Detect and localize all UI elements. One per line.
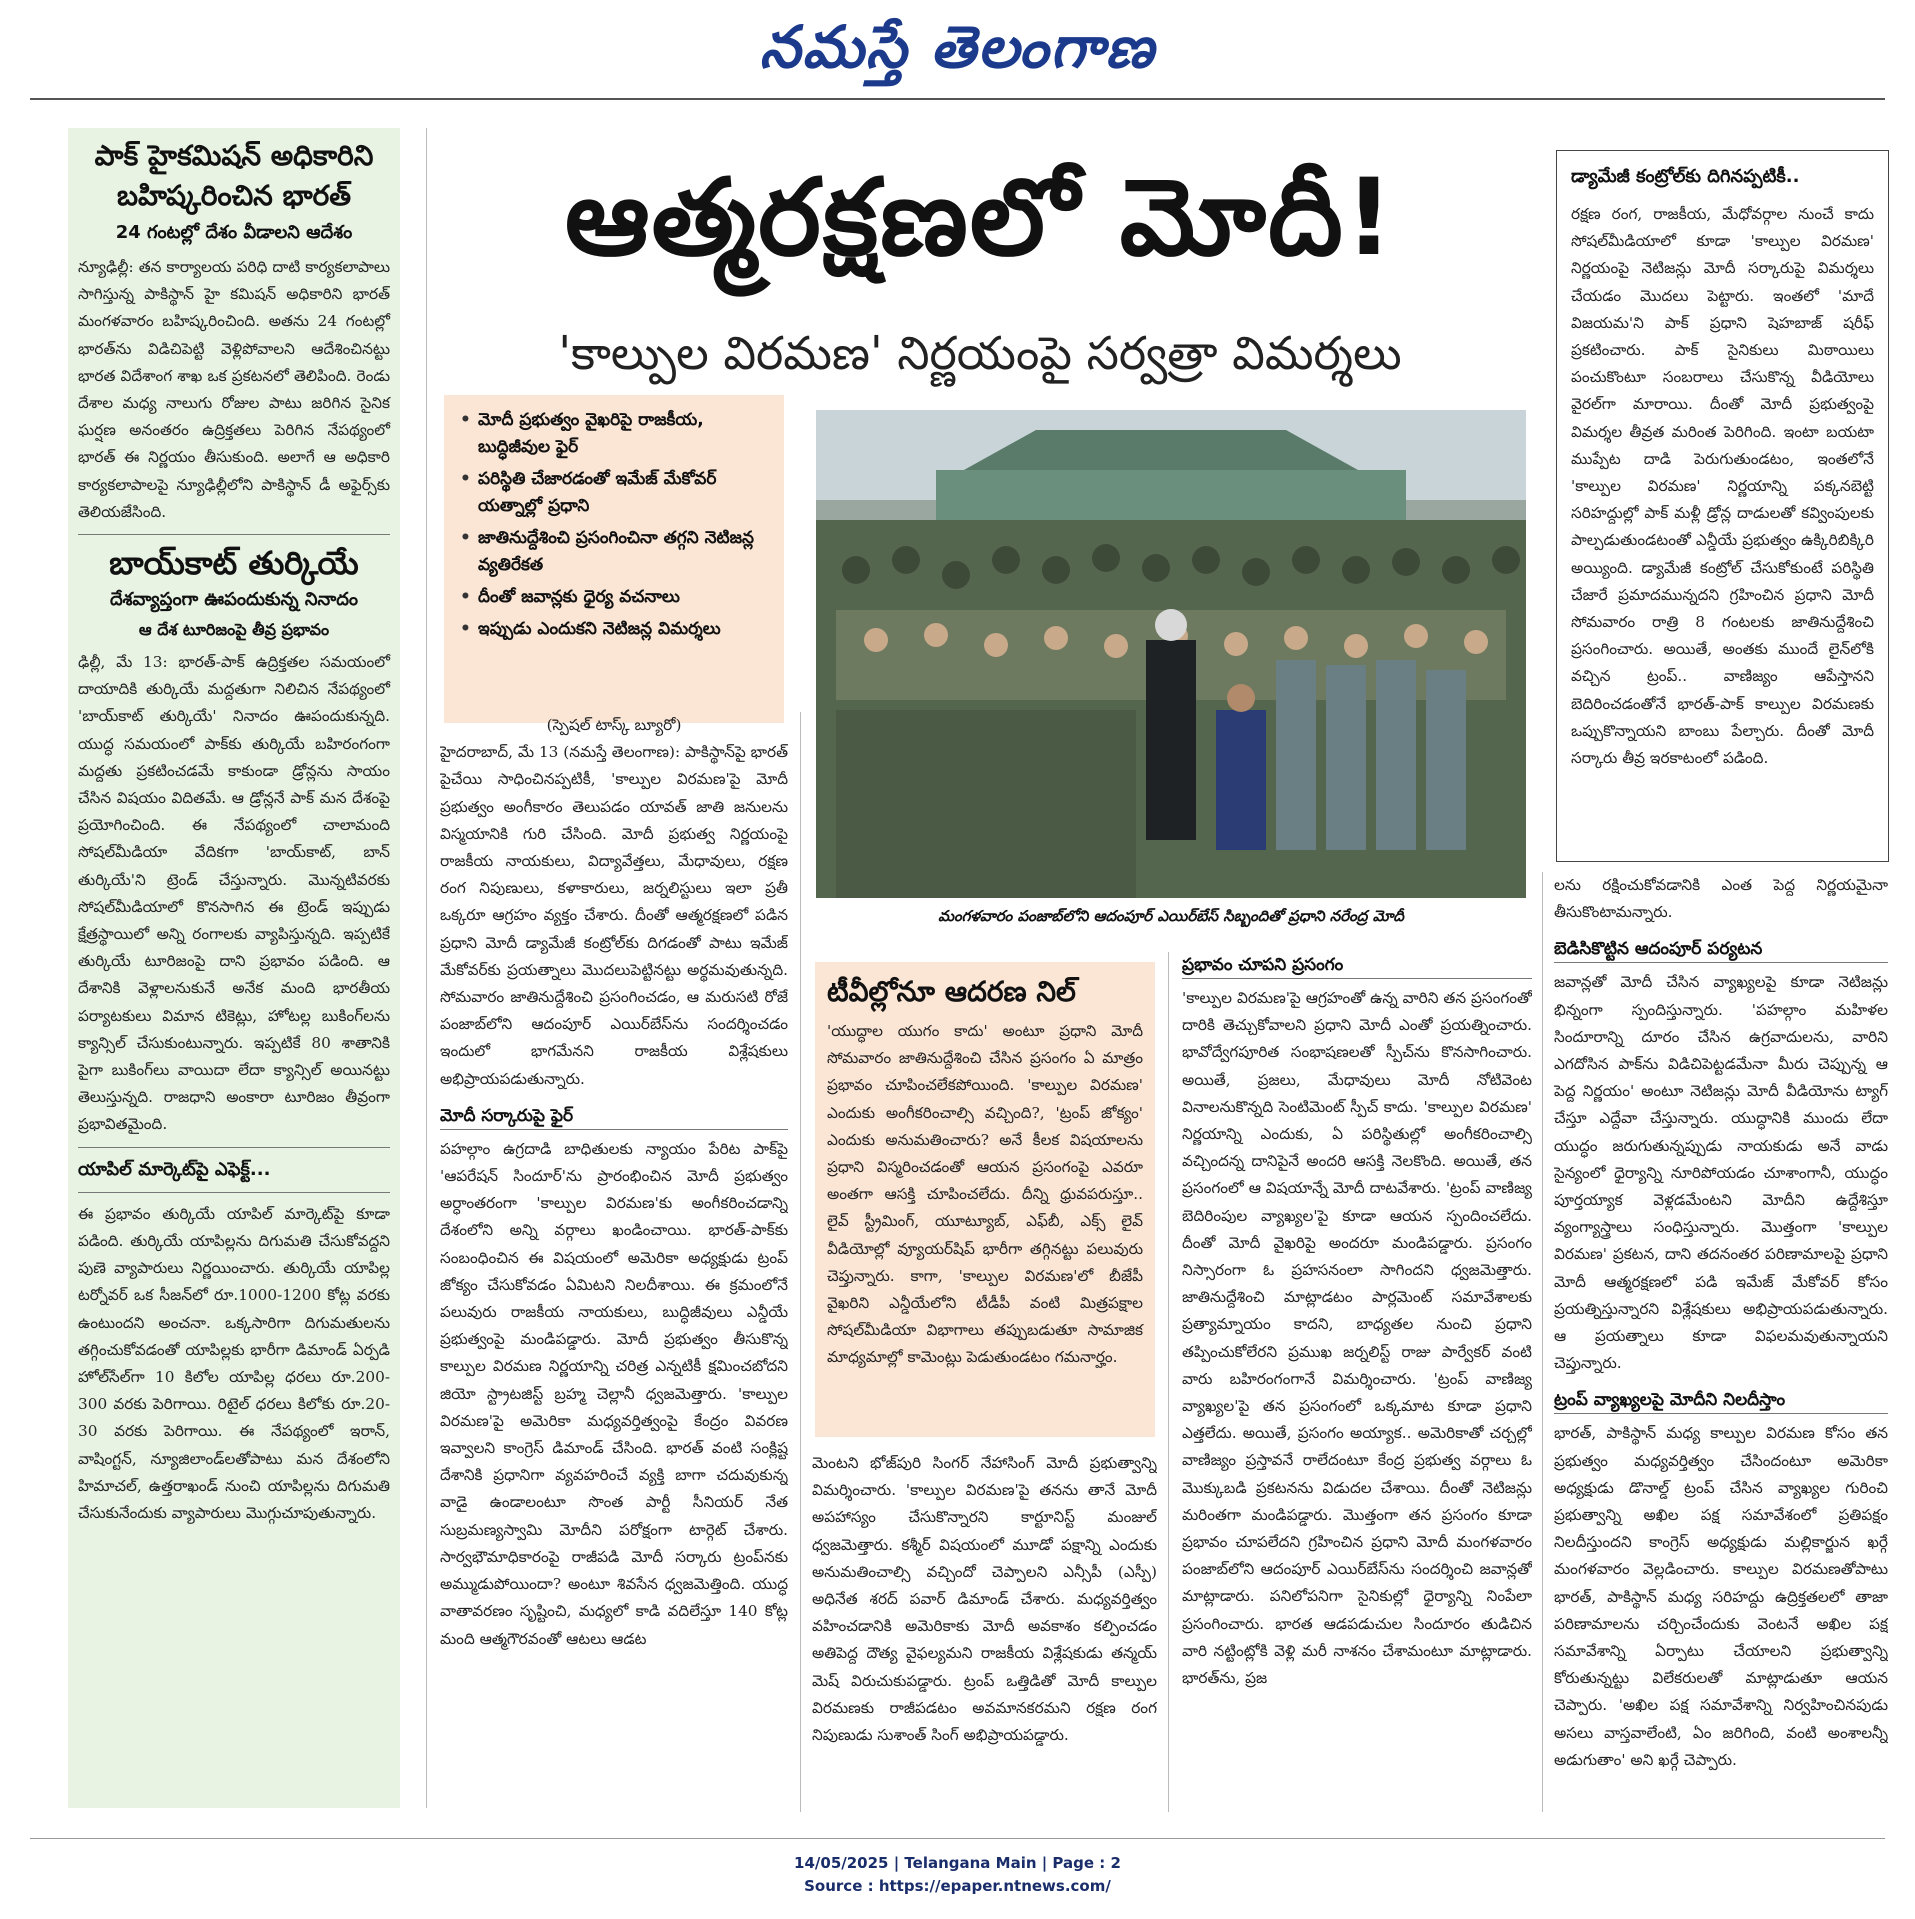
source-link[interactable]: Source : https://epaper.ntnews.com/ — [804, 1877, 1111, 1895]
story3-headline: యాపిల్ మార్కెట్‌పై ఎఫెక్ట్... — [78, 1158, 271, 1180]
section-heading-fire: మోదీ సర్కారుపై ఫైర్ — [440, 1103, 788, 1130]
highlight-item: • ఇప్పుడు ఎందుకని నెటిజన్ల విమర్శలు — [458, 616, 770, 643]
main-body-7: భారత్, పాకిస్థాన్ మధ్య కాల్పుల విరమణ కోసం తన ప్రభుత్వం మధ్యవర్తిత్వం చేసిందంటూ అమెరికా అధ్యక్షుడు డొనాల్డ్ ట్రంప్ చేసిన వ్యాఖ్యల గురించి ప్రభుత్వాన్ని అఖిల పక్ష సమావేశంలో ప్రతిపక్షం నిలదీస్తుందని కాంగ్రెస్ అధ్యక్షుడు మల్లికార్జున ఖర్గే మంగళవారం వెల్లడించారు. కాల్పుల విరమణతోపాటు భారత్, పాకిస్థాన్ మధ్య సరిహద్దు ఉద్రిక్తతలలో తాజా పరిణామాలను చర్చించేందుకు వెంటనే అఖిల పక్ష సమావేశాన్ని ఏర్పాటు చేయాలని ప్రభుత్వాన్ని కోరుతున్నట్టు విలేకరులతో మాట్లాడుతూ ఆయన చెప్పారు. 'అఖిల పక్ష సమావేశాన్ని నిర్వహించినపుడు అసలు వాస్తవాలేంటి, ఏం జరిగింది, వంటి అంశాలన్నీ అడుగుతాం' అని ఖర్గే చెప్పారు. — [1554, 1424, 1888, 1769]
main-column-2 — [812, 1450, 1157, 1812]
story1-body: న్యూఢిల్లీ: తన కార్యాలయ పరిధి దాటి కార్యకలాపాలు సాగిస్తున్న పాకిస్థాన్ హై కమిషన్ అధికారిని భారత్ మంగళవారం బహిష్కరించింది. అతను 24 గంటల్లో భారత్‌ను విడిచిపెట్టి వెళ్లిపోవాలని ఆదేశించినట్టు భారత విదేశాంగ శాఖ ఒక ప్రకటనలో తెలిపింది. రెండు దేశాల మధ్య నాలుగు రోజుల పాటు జరిగిన సైనిక ఘర్షణ అనంతరం ఉద్రిక్తతలు పెరిగిన నేపథ్యంలో భారత్ ఈ నిర్ణయం తీసుకుంది. అలాగే ఆ అధికారి కార్యకలాపాలపై న్యూఢిల్లీలోని పాకిస్థాన్ డీ అఫైర్స్‌కు తెలియజేసింది. — [78, 258, 390, 521]
main-body-4: 'కాల్పుల విరమణ'పై ఆగ్రహంతో ఉన్న వారిని తన ప్రసంగంతో దారికి తెచ్చుకోవాలని ప్రధాని మోదీ ఎంతో ప్రయత్నించారు. భావోద్వేగపూరిత సంభాషణలతో స్పీచ్‌ను కొనసాగించారు. అయితే, ప్రజలు, మేధావులు మోదీ నోటివెంట వినాలనుకొన్నది సెంటిమెంట్ స్పీచ్ కాదు. 'కాల్పుల విరమణ' నిర్ణయాన్ని ఎందుకు, ఏ పరిస్థితుల్లో అంగీకరించాల్సి వచ్చిందన్న దానిపైనే అందరి ఆసక్తి నెలకొంది. అయితే, తన ప్రసంగంలో ఆ విషయాన్నే మోదీ దాటవేశారు. 'ట్రంప్ వాణిజ్య బెదిరింపుల వ్యాఖ్యల'పై కూడా ఆయన స్పందించలేదు. దీంతో మోదీ వైఖరిపై అందరూ మండిపడ్డారు. ప్రసంగం నిస్సారంగా ఓ ప్రహసనంలా సాగిందని ధ్వజమెత్తారు. జాతినుద్దేశించి మాట్లాడటం పార్లమెంట్ సమావేశాలకు ప్రత్యామ్నాయం కాదని, బాధ్యతల నుంచి ప్రధాని తప్పించుకోలేరని ప్రముఖ జర్నలిస్ట్ రాజు పార్వేకర్ వంటి వారు బహిరంగంగానే విమర్శించారు. 'ట్రంప్ వాణిజ్య వ్యాఖ్యల'పై తన ప్రసంగంలో ఒక్కమాట కూడా ప్రధాని ఎత్తలేదు. అయితే, ప్రసంగం అయ్యాక.. అమెరికాతో చర్చల్లో వాణిజ్యం ప్రస్తావనే రాలేదంటూ కేంద్ర ప్రభుత్వ వర్గాలు ఓ మొక్కుబడి ప్రకటనను విడుదల చేశాయి. దీంతో నెటిజన్లు మరింతగా మండిపడ్డారు. మొత్తంగా తన ప్రసంగం కూడా ప్రభావం చూపలేదని గ్రహించిన ప్రధాని మోదీ మంగళవారం పంజాబ్‌లోని ఆదంపూర్ ఎయిర్‌బేస్‌ను సందర్శించి జవాన్లతో మాట్లాడారు. పనిలోపనిగా సైనికుల్లో ధైర్యాన్ని నింపేలా ప్రసంగించారు. భారత ఆడపడుచుల సిందూరం తుడిచిన వారి నట్టింట్లోకి వెళ్లి మరీ నాశనం చేశామంటూ మాట్లాడారు. భారత్‌ను, ప్రజ — [1182, 989, 1532, 1688]
section-heading-adampur: బెడిసికొట్టిన ఆదంపూర్ పర్యటన — [1554, 936, 1888, 963]
photo-caption: మంగళవారం పంజాబ్‌లోని ఆదంపూర్ ఎయిర్‌బేస్ సిబ్బందితో ప్రధాని నరేంద్ర మోదీ — [938, 907, 1404, 925]
footer-rule — [30, 1838, 1885, 1839]
column-divider — [1168, 952, 1169, 1812]
divider — [78, 1147, 390, 1148]
main-body-3: మెంటని భోజ్‌పురి సింగర్ నేహాసింగ్ మోదీ ప్రభుత్వాన్ని విమర్శించారు. 'కాల్పుల విరమణ'పై తనను తానే మోదీ అపహాస్యం చేసుకొన్నారని కార్టూనిస్ట్ మంజుల్ ధ్వజమెత్తారు. కశ్మీర్ విషయంలో మూడో పక్షాన్ని ఎందుకు అనుమతించాల్సి వచ్చిందో చెప్పాలని ఎన్సీపీ (ఎస్పీ) అధినేత శరద్ పవార్ డిమాండ్ చేశారు. మధ్యవర్తిత్వం వహించడానికి అమెరికాకు మోదీ అవకాశం కల్పించడం అతిపెద్ద దౌత్య వైఫల్యమని రాజకీయ విశ్లేషకుడు తన్మయ్ మెష్ విరుచుకుపడ్డారు. ట్రంప్ ఒత్తిడితో మోదీ కాల్పుల విరమణకు రాజీపడటం అవమానకరమని రక్షణ రంగ నిపుణుడు సుశాంత్ సింగ్ అభిప్రాయపడ్డారు. — [812, 1454, 1157, 1745]
left-column — [68, 128, 400, 1808]
story2-body: ఢిల్లీ, మే 13: భారత్-పాక్ ఉద్రిక్తతల సమయంలో దాయాదికి తుర్కియే మద్దతుగా నిలిచిన నేపథ్యంలో 'బాయ్‌కాట్ తుర్కియే' నినాదం ఊపందుకున్నది. యుద్ధ సమయంలో పాక్‌కు తుర్కియే బహిరంగంగా మద్దతు ప్రకటించడమే కాకుండా డ్రోన్లను సాయం చేసిన విషయం విదితమే. ఆ డ్రోన్లనే పాక్ మన దేశంపై ప్రయోగించింది. ఈ నేపథ్యంలో చాలామంది సోషల్‌మీడియా వేదికగా 'బాయ్‌కాట్, బాన్ తుర్కియే'ని ట్రెండ్ చేస్తున్నారు. మొన్నటివరకు సోషల్‌మీడియాలో కొనసాగిన ఈ ట్రెండ్ ఇప్పుడు క్షేత్రస్థాయిలో అన్ని రంగాలకు వ్యాపిస్తున్నది. ఇప్పటికే తుర్కియే టూరిజంపై దాని ప్రభావం పడింది. ఆ దేశానికి వెళ్లాలనుకునే అనేక మంది భారతీయ పర్యాటకులు విమాన టికెట్లు, హోటల్ల బుకింగ్‌లను క్యాన్సిల్ చేసుకుంటున్నారు. ఇప్పటికే 80 శాతానికి పైగా బుకింగ్‌లు వాయిదా లేదా క్యాన్సిల్ అయినట్టు తెలుస్తున్నది. రాజధాని అంకారా టూరిజం తీవ్రంగా ప్రభావితమైంది. — [78, 653, 390, 1134]
story2-headline: బాయ్‌కాట్ తుర్కియే — [109, 544, 359, 583]
highlight-item: • పరిస్థితి చేజారడంతో ఇమేజ్ మేకోవర్ యత్నాల్లో ప్రధాని — [458, 466, 770, 520]
crowd-photo-illustration — [816, 410, 1526, 898]
story1-headline-line2: బహిష్కరించిన భారత్ — [117, 179, 351, 212]
highlights-box — [444, 395, 784, 723]
divider — [78, 534, 390, 535]
highlight-item: • జాతినుద్దేశించి ప్రసంగించినా తగ్గని నెటిజన్ల వ్యతిరేకత — [458, 525, 770, 579]
masthead-rule — [30, 98, 1885, 100]
column-divider — [800, 712, 801, 1812]
byline: (స్పెషల్ టాస్క్ బ్యూరో) — [546, 716, 682, 734]
masthead — [0, 0, 1915, 95]
damage-control-box — [1556, 150, 1889, 862]
main-subheadline: 'కాల్పుల విరమణ' నిర్ణయంపై సర్వత్రా విమర్శలు — [558, 326, 1402, 380]
story1-subhead: 24 గంటల్లో దేశం వీడాలని ఆదేశం — [115, 222, 353, 243]
tv-sidebar-box — [815, 962, 1155, 1437]
highlight-item: • దీంతో జవాన్లకు ధైర్య వచనాలు — [458, 584, 770, 611]
column-divider — [426, 128, 427, 1808]
story2-subhead1: దేశవ్యాప్తంగా ఊపందుకున్న నినాదం — [109, 589, 359, 611]
section-heading-trump: ట్రంప్ వ్యాఖ్యలపై మోదీని నిలదీస్తాం — [1554, 1387, 1888, 1414]
tv-box-title: టీవీల్లోనూ ఆదరణ నిల్ — [827, 975, 1076, 1008]
tv-box-body: 'యుద్ధాల యుగం కాదు' అంటూ ప్రధాని మోదీ సోమవారం జాతినుద్దేశించి చేసిన ప్రసంగం ఏ మాత్రం ప్రభావం చూపించలేకపోయింది. 'కాల్పుల విరమణ' ఎందుకు అంగీకరించాల్సి వచ్చింది?, 'ట్రంప్ జోక్యం' ఎందుకు అనుమతించారు? అనే కీలక విషయాలను ప్రధాని విస్మరించడంతో ఆయన ప్రసంగంపై ఎవరూ అంతగా ఆసక్తి చూపించలేదు. దీన్ని ధ్రువపరుస్తూ.. లైవ్ స్ట్రీమింగ్, యూట్యూబ్, ఎఫ్‌బీ, ఎక్స్ లైవ్ వీడియోల్లో వ్యూయర్‌షిప్ భారీగా తగ్గినట్టు పలువురు చెప్తున్నారు. కాగా, 'కాల్పుల విరమణ'లో బీజేపీ వైఖరిని ఎన్డీయేలోని టీడీపీ వంటి మిత్రపక్షాల సోషల్‌మీడియా విభాగాలు తప్పుబడుతూ సామాజిక మాధ్యమాల్లో కామెంట్లు పెడుతుండటం గమనార్హం. — [827, 1022, 1143, 1367]
divider — [78, 1192, 390, 1193]
main-body-1: హైదరాబాద్, మే 13 (నమస్తే తెలంగాణ): పాకిస్థాన్‌పై భారత్ పైచేయి సాధించినప్పటికీ, 'కాల్పుల విరమణ'పై మోదీ ప్రభుత్వం అంగీకారం తెలుపడం యావత్ జాతి జనులను విస్మయానికి గురి చేసింది. మోదీ ప్రభుత్వ నిర్ణయంపై రాజకీయ నాయకులు, విద్యావేత్తలు, మేధావులు, రక్షణ రంగ నిపుణులు, కళాకారులు, జర్నలిస్టులు ఇలా ప్రతీ ఒక్కరూ ఆగ్రహం వ్యక్తం చేశారు. దీంతో ఆత్మరక్షణలో పడిన ప్రధాని మోదీ డ్యామేజీ కంట్రోల్‌కు దిగడంతో పాటు ఇమేజ్ మేకోవర్‌కు ప్రయత్నాలు మొదలుపెట్టినట్టు అర్థమవుతున్నది. సోమవారం జాతినుద్దేశించి ప్రసంగించడం, ఆ మరుసటి రోజే పంజాబ్‌లోని ఆదంపూర్ ఎయిర్‌బేస్‌ను సందర్శించడం ఇందులో భాగమేనని రాజకీయ విశ్లేషకులు అభిప్రాయపడుతున్నారు. — [440, 743, 788, 1088]
story1-headline-line1: పాక్ హైకమిషన్ అధికారిని — [94, 139, 374, 172]
section-heading-speech: ప్రభావం చూపని ప్రసంగం — [1182, 952, 1532, 979]
main-headline: ఆత్మరక్షణలో మోదీ! — [564, 156, 1396, 279]
main-body-5: లను రక్షించుకోవడానికి ఎంత పెద్ద నిర్ణయమైనా తీసుకొంటామన్నారు. — [1554, 876, 1888, 922]
main-column-1 — [440, 712, 788, 1812]
main-column-3 — [1182, 952, 1532, 1814]
newspaper-name: నమస్తే తెలంగాణ — [759, 13, 1156, 81]
damage-control-body: రక్షణ రంగ, రాజకీయ, మేధోవర్గాల నుంచే కాదు సోషల్‌మీడియాలో కూడా 'కాల్పుల విరమణ' నిర్ణయంపై నెటిజన్లు మోదీ సర్కారుపై విమర్శలు చేయడం మొదలు పెట్టారు. ఇంతలో 'మాదే విజయమ'ని పాక్ ప్రధాని షెహబాజ్ షరీఫ్ ప్రకటించారు. పాక్ సైనికులు మిఠాయిలు పంచుకొంటూ సంబరాలు చేసుకొన్న వీడియోలు వైరల్‌గా మారాయి. దీంతో మోదీ ప్రభుత్వంపై విమర్శల తీవ్రత మరింత పెరిగింది. ఇంటా బయటా ముప్పేట దాడి పెరుగుతుండటం, ఇంతలోనే 'కాల్పుల విరమణ' నిర్ణయాన్ని పక్కనబెట్టి సరిహద్దుల్లో పాక్ మళ్లీ డ్రోన్ల దాడులతో కవ్వింపులకు పాల్పడుతుండటంతో ఎన్డీయే ప్రభుత్వం ఉక్కిరిబిక్కిరి అయ్యింది. డ్యామేజీ కంట్రోల్ చేసుకోకుంటే పరిస్థితి చేజారే ప్రమాదమున్నదని గ్రహించిన ప్రధాని మోదీ సోమవారం రాత్రి 8 గంటలకు జాతినుద్దేశించి ప్రసంగించారు. అయితే, అంతకు ముందే లైన్‌లోకి వచ్చిన ట్రంప్.. వాణిజ్యం ఆపేస్తానని బెదిరించడంతోనే భారత్-పాక్ కాల్పుల విరమణకు ఒప్పుకొన్నాయని బాంబు పేల్చారు. దీంతో మోదీ సర్కారు తీవ్ర ఇరకాటంలో పడింది. — [1571, 205, 1874, 768]
main-body-6: జవాన్లతో మోదీ చేసిన వ్యాఖ్యలపై కూడా నెటిజన్లు భిన్నంగా స్పందిస్తున్నారు. 'పహల్గాం మహిళల సిందూరాన్ని దూరం చేసిన ఉగ్రవాదులను, వారిని ఎగదోసిన పాక్‌ను విడిచిపెట్టడమేనా మీరు చెప్పున్న ఆ పెద్ద నిర్ణయం' అంటూ నెటిజన్లు మోదీ వీడియోను ట్యాగ్ చేస్తూ ఎద్దేవా చేస్తున్నారు. యుద్ధానికి ముందు లేదా యుద్ధం జరుగుతున్నప్పుడు నాయకుడు అనే వాడు సైన్యంలో ధైర్యాన్ని నూరిపోయడం చూశాంగానీ, యుద్ధం పూర్తయ్యాక వెళ్లడమేంటని మోదీని ఉద్దేశిస్తూ వ్యంగ్యాస్త్రాలు సంధిస్తున్నారు. మొత్తంగా 'కాల్పుల విరమణ' ప్రకటన, దాని తదనంతర పరిణామాలపై ప్రధాని మోదీ ఆత్మరక్షణలో పడి ఇమేజ్ మేకోవర్ కోసం ప్రయత్నిస్తున్నారని విశ్లేషకులు అభిప్రాయపడుతున్నారు. ఆ ప్రయత్నాలు కూడా విఫలమవుతున్నాయని చెప్తున్నారు. — [1554, 973, 1888, 1373]
story2-subhead2: ఆ దేశ టూరిజంపై తీవ్ర ప్రభావం — [138, 620, 330, 640]
page-info: 14/05/2025 | Telangana Main | Page : 2 — [794, 1854, 1121, 1872]
right-column-lower — [1554, 872, 1888, 1812]
main-body-2: పహల్గాం ఉగ్రదాడి బాధితులకు న్యాయం పేరిట పాక్‌పై 'ఆపరేషన్ సిందూర్'ను ప్రారంభించిన మోదీ ప్రభుత్వం అర్ధాంతరంగా 'కాల్పుల విరమణ'కు అంగీకరించడాన్ని దేశంలోని అన్ని వర్గాలు ఖండించాయి. భారత్-పాక్‌కు సంబంధించిన ఈ విషయంలో అమెరికా అధ్యక్షుడు ట్రంప్ జోక్యం చేసుకోవడం ఏమిటని నిలదీశాయి. ఈ క్రమంలోనే పలువురు రాజకీయ నాయకులు, బుద్ధిజీవులు ఎన్డీయే ప్రభుత్వంపై మండిపడ్డారు. మోదీ ప్రభుత్వం తీసుకొన్న కాల్పుల విరమణ నిర్ణయాన్ని చరిత్ర ఎన్నటికీ క్షమించబోదని జియో స్ట్రాటజిస్ట్ బ్రహ్మ చెల్లానీ ధ్వజమెత్తారు. 'కాల్పుల విరమణ'పై అమెరికా మధ్యవర్తిత్వంపై కేంద్రం వివరణ ఇవ్వాలని కాంగ్రెస్ డిమాండ్ చేసింది. భారత్ వంటి సంక్లిష్ట దేశానికి ప్రధానిగా వ్యవహరించే వ్యక్తి బాగా చదువుకున్న వాడై ఉండాలంటూ సొంత పార్టీ సీనియర్ నేత సుబ్రమణ్యస్వామి మోదీని పరోక్షంగా టార్గెట్ చేశారు. సార్వభౌమాధికారంపై రాజీపడి మోదీ సర్కారు ట్రంప్‌నకు అమ్ముడుపోయిందా? అంటూ శివసేన ధ్వజమెత్తింది. యుద్ధ వాతావరణం సృష్టించి, మధ్యలో కాడి వదిలేస్తూ 140 కోట్ల మంది ఆత్మగౌరవంతో ఆటలు ఆడట — [440, 1139, 788, 1648]
column-divider — [1542, 872, 1543, 1812]
story3-body: ఈ ప్రభావం తుర్కియే యాపిల్ మార్కెట్‌పై కూడా పడింది. తుర్కియే యాపిల్లను దిగుమతి చేసుకోవద్దని పుణె వ్యాపారులు నిర్ణయించారు. తుర్కియే యాపిల్ల టర్నోవర్ ఒక సీజన్‌లో రూ.1000-1200 కోట్ల వరకు ఉంటుందని అంచనా. ఒక్కసారిగా దిగుమతులను తగ్గించుకోవడంతో యాపిల్లకు భారీగా డిమాండ్ ఏర్పడి హోల్‌సేల్‌గా 10 కిలోల యాపిల్ల ధరలు రూ.200-300 వరకు పెరిగాయి. రిటైల్ ధరలు కిలోకు రూ.20-30 వరకు పెరిగాయి. ఈ నేపథ్యంలో ఇరాన్, వాషింగ్టన్, న్యూజిలాండ్‌లతోపాటు మన దేశంలోని హిమాచల్, ఉత్తరాఖండ్ నుంచి యాపిల్లను దిగుమతి చేసుకునేందుకు వ్యాపారులు మొగ్గుచూపుతున్నారు. — [78, 1204, 390, 1522]
highlight-item: • మోదీ ప్రభుత్వం వైఖరిపై రాజకీయ, బుద్ధిజీవుల ఫైర్ — [458, 407, 770, 461]
damage-control-title: డ్యామేజీ కంట్రోల్‌కు దిగినప్పటికీ.. — [1571, 166, 1800, 187]
news-photo — [816, 410, 1526, 898]
